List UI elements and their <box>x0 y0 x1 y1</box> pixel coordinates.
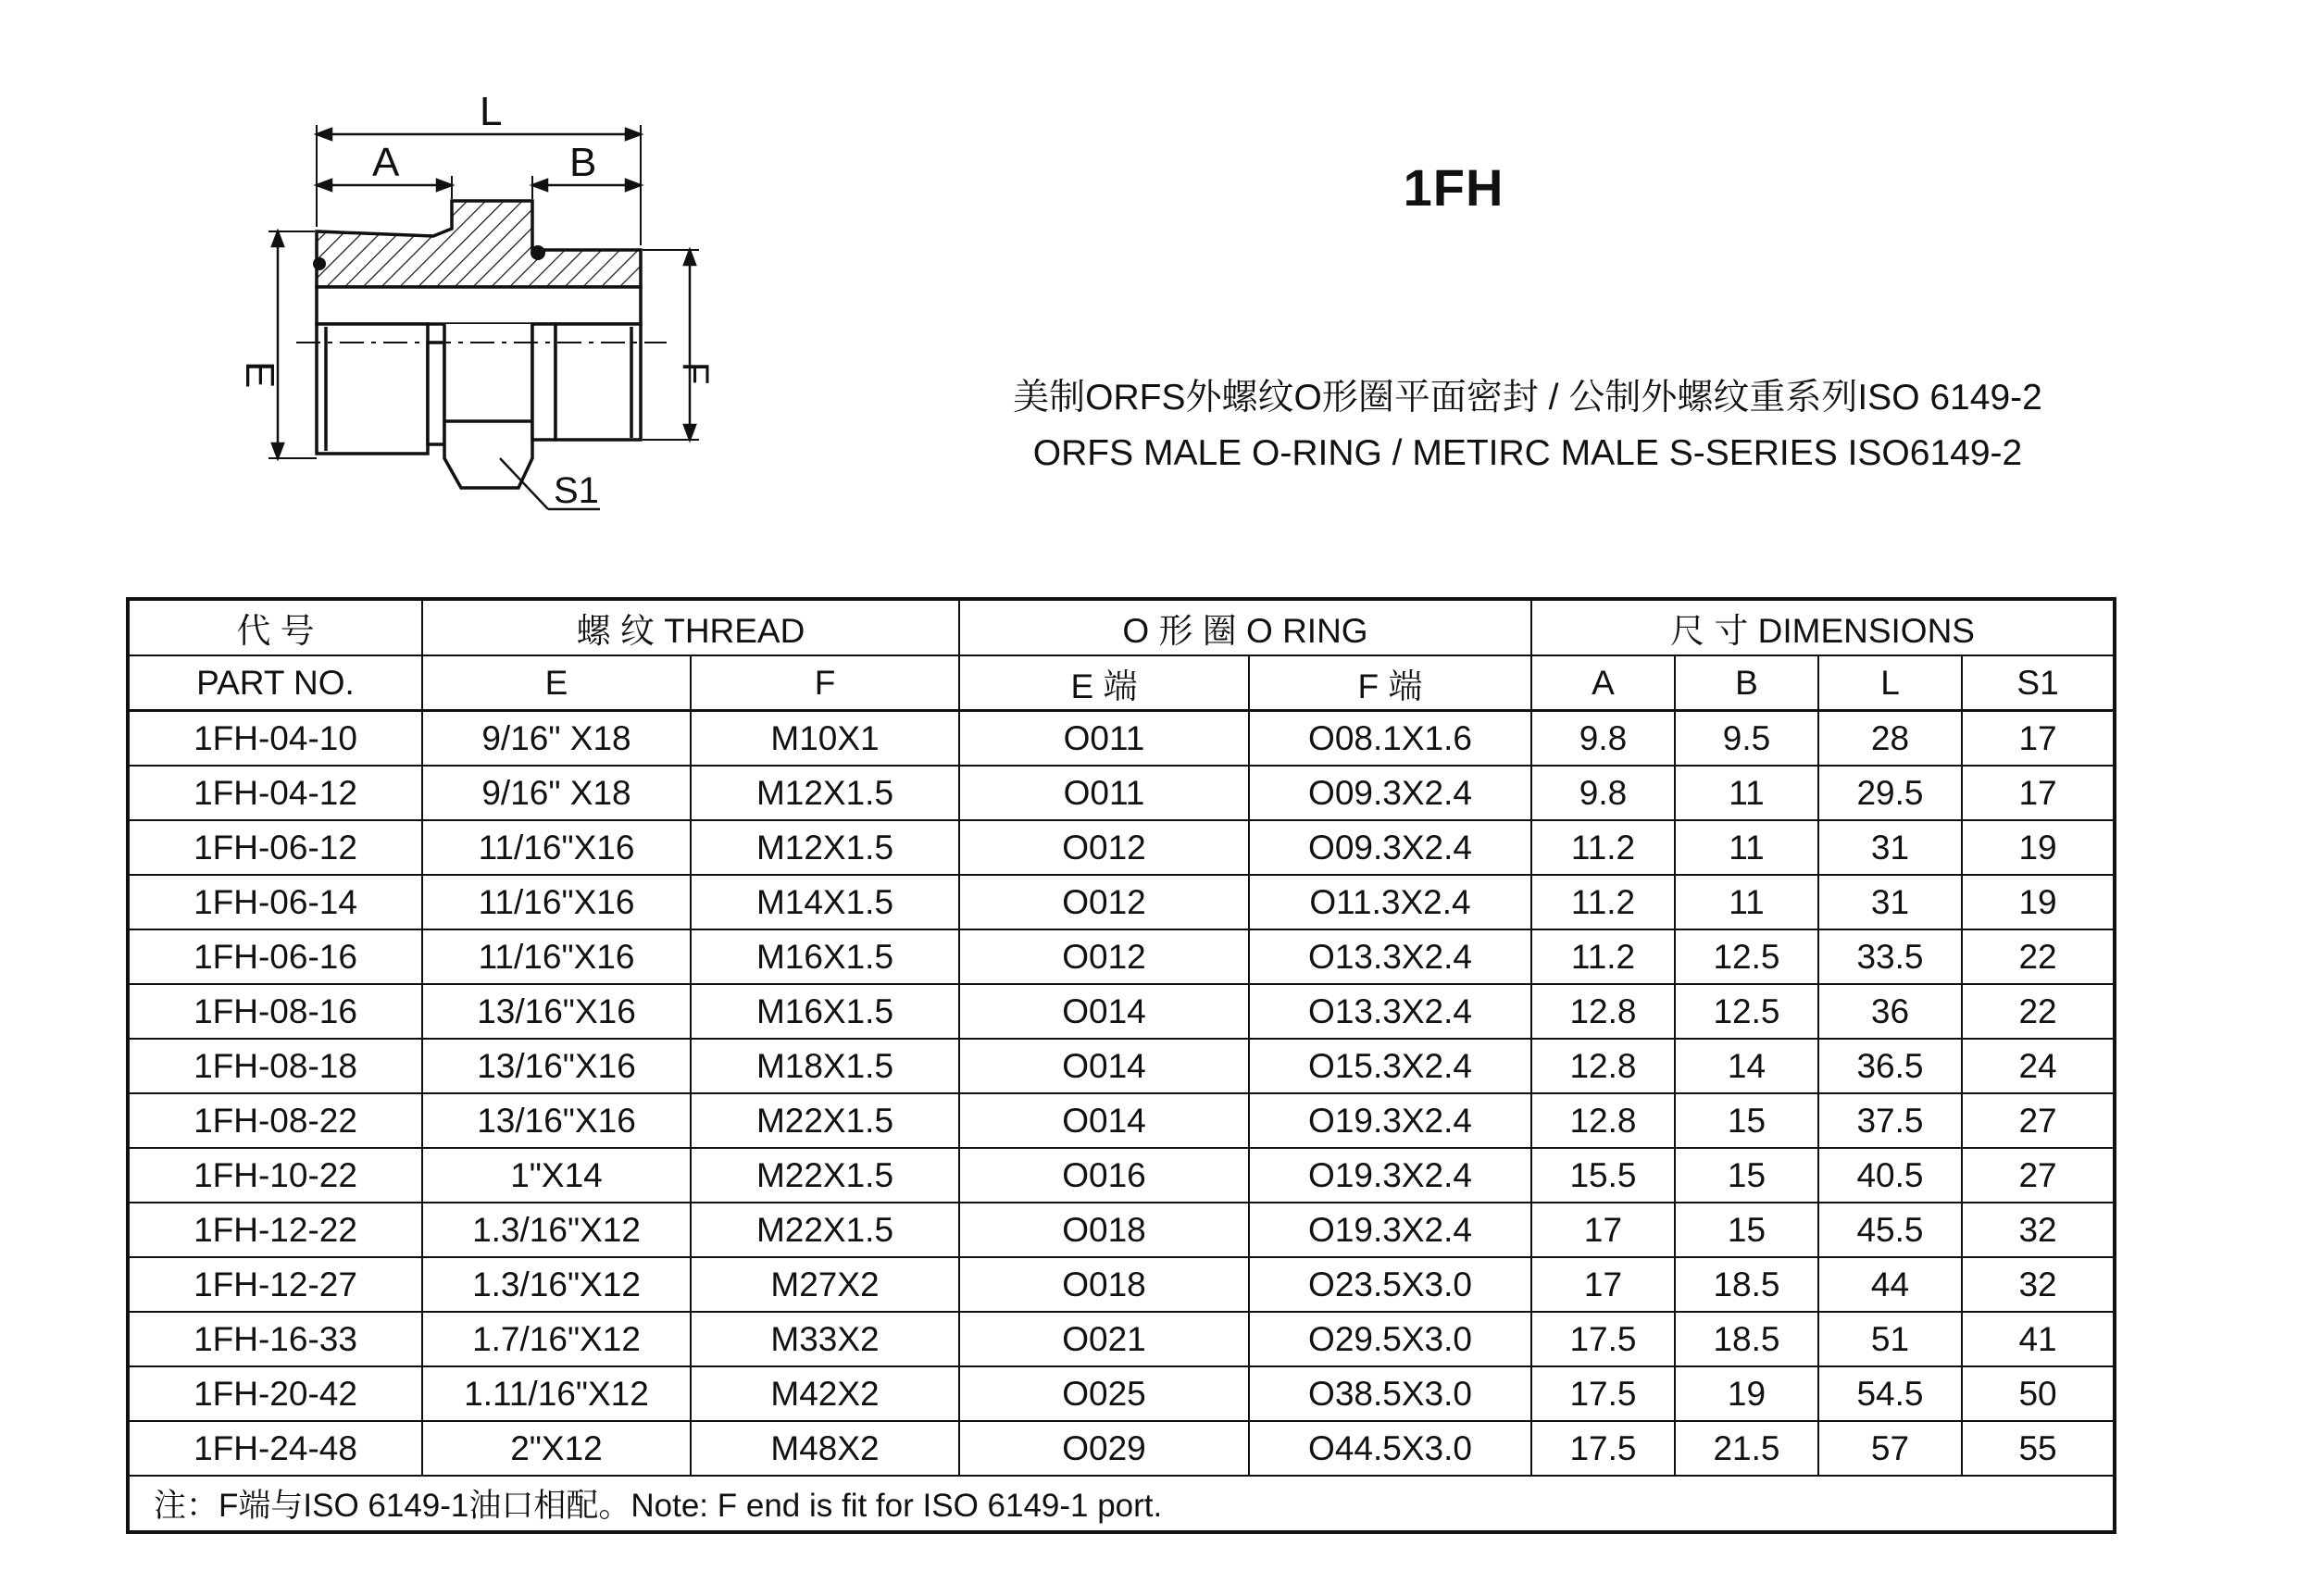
table-cell: O23.5X3.0 <box>1249 1257 1531 1312</box>
table-cell: 1FH-12-27 <box>128 1257 422 1312</box>
table-cell: 22 <box>1962 929 2115 984</box>
header-part-cn: 代 号 <box>128 599 422 655</box>
dim-label-A: A <box>372 140 400 185</box>
table-cell: 2"X12 <box>422 1421 691 1476</box>
table-cell: M27X2 <box>691 1257 959 1312</box>
table-cell: M12X1.5 <box>691 820 959 875</box>
table-cell: 11.2 <box>1531 875 1675 929</box>
table-cell: 17.5 <box>1531 1421 1675 1476</box>
table-cell: M14X1.5 <box>691 875 959 929</box>
table-cell: O09.3X2.4 <box>1249 766 1531 820</box>
table-cell: M48X2 <box>691 1421 959 1476</box>
table-row <box>128 1203 2115 1257</box>
dim-label-S1: S1 <box>554 470 599 511</box>
table-cell: 9.5 <box>1675 711 1818 767</box>
table-header-column-row <box>128 655 2115 711</box>
table-cell: 1FH-20-42 <box>128 1366 422 1421</box>
table-cell: O029 <box>959 1421 1249 1476</box>
header-f-end: F 端 <box>1249 655 1531 711</box>
table-cell: 12.8 <box>1531 1093 1675 1148</box>
dim-label-F: F <box>675 362 716 385</box>
table-cell: 32 <box>1962 1203 2115 1257</box>
table-cell: O09.3X2.4 <box>1249 820 1531 875</box>
dim-label-B: B <box>569 140 597 185</box>
table-row <box>128 1421 2115 1476</box>
table-cell: O19.3X2.4 <box>1249 1093 1531 1148</box>
table-cell: 11 <box>1675 766 1818 820</box>
header-f: F <box>691 655 959 711</box>
table-cell: 1.3/16"X12 <box>422 1203 691 1257</box>
table-cell: 11/16"X16 <box>422 929 691 984</box>
table-cell: O38.5X3.0 <box>1249 1366 1531 1421</box>
table-cell: 28 <box>1818 711 1962 767</box>
table-cell: 1FH-12-22 <box>128 1203 422 1257</box>
table-cell: 45.5 <box>1818 1203 1962 1257</box>
table-cell: M22X1.5 <box>691 1093 959 1148</box>
header-a: A <box>1531 655 1675 711</box>
table-body <box>128 711 2115 1477</box>
table-row <box>128 1093 2115 1148</box>
table-cell: 11.2 <box>1531 820 1675 875</box>
table-cell: 17.5 <box>1531 1312 1675 1366</box>
table-cell: 22 <box>1962 984 2115 1039</box>
table-cell: 27 <box>1962 1093 2115 1148</box>
table-cell: 9/16" X18 <box>422 711 691 767</box>
dim-label-E: E <box>237 361 282 389</box>
fitting-drawing <box>213 88 731 532</box>
table-cell: O29.5X3.0 <box>1249 1312 1531 1366</box>
table-cell: 17 <box>1962 711 2115 767</box>
table-cell: O025 <box>959 1366 1249 1421</box>
table-cell: 29.5 <box>1818 766 1962 820</box>
table-cell: O13.3X2.4 <box>1249 929 1531 984</box>
table-row <box>128 1148 2115 1203</box>
fitting-body <box>317 201 641 488</box>
table-cell: 1FH-06-16 <box>128 929 422 984</box>
table-cell: 40.5 <box>1818 1148 1962 1203</box>
header-b: B <box>1675 655 1818 711</box>
o-ring-right <box>531 245 545 260</box>
table-cell: 12.5 <box>1675 929 1818 984</box>
table-row <box>128 984 2115 1039</box>
table-cell: 1.11/16"X12 <box>422 1366 691 1421</box>
table-row <box>128 820 2115 875</box>
table-cell: 15 <box>1675 1093 1818 1148</box>
table-cell: 17 <box>1531 1257 1675 1312</box>
table-cell: 1FH-04-12 <box>128 766 422 820</box>
table-cell: 27 <box>1962 1148 2115 1203</box>
table-cell: O016 <box>959 1148 1249 1203</box>
header-part-no: PART NO. <box>128 655 422 711</box>
table-cell: 11 <box>1675 820 1818 875</box>
table-cell: 18.5 <box>1675 1257 1818 1312</box>
table-cell: O13.3X2.4 <box>1249 984 1531 1039</box>
table-cell: 37.5 <box>1818 1093 1962 1148</box>
header-oring: O 形 圈 O RING <box>959 599 1531 655</box>
table-cell: 12.8 <box>1531 984 1675 1039</box>
table-cell: 12.8 <box>1531 1039 1675 1093</box>
table-cell: O018 <box>959 1203 1249 1257</box>
table-cell: 13/16"X16 <box>422 984 691 1039</box>
header-s1: S1 <box>1962 655 2115 711</box>
table-cell: 1.7/16"X12 <box>422 1312 691 1366</box>
table-cell: 24 <box>1962 1039 2115 1093</box>
table-cell: M22X1.5 <box>691 1203 959 1257</box>
table-cell: 18.5 <box>1675 1312 1818 1366</box>
table-cell: 1FH-08-16 <box>128 984 422 1039</box>
subtitle-chinese: 美制ORFS外螺纹O形圈平面密封 / 公制外螺纹重系列ISO 6149-2 <box>1013 378 2042 418</box>
table-row <box>128 1366 2115 1421</box>
table-cell: 1FH-16-33 <box>128 1312 422 1366</box>
table-cell: M22X1.5 <box>691 1148 959 1203</box>
table-cell: 1FH-08-22 <box>128 1093 422 1148</box>
table-cell: 15 <box>1675 1203 1818 1257</box>
header-l: L <box>1818 655 1962 711</box>
table-cell: O19.3X2.4 <box>1249 1148 1531 1203</box>
table-cell: 1FH-24-48 <box>128 1421 422 1476</box>
o-ring-left <box>313 257 326 270</box>
table-cell: O012 <box>959 875 1249 929</box>
header-thread: 螺 纹 THREAD <box>422 599 959 655</box>
table-cell: M33X2 <box>691 1312 959 1366</box>
table-cell: 1FH-06-12 <box>128 820 422 875</box>
table-cell: 32 <box>1962 1257 2115 1312</box>
table-cell: O012 <box>959 929 1249 984</box>
table-row <box>128 929 2115 984</box>
table-cell: M16X1.5 <box>691 929 959 984</box>
table-cell: 14 <box>1675 1039 1818 1093</box>
table-cell: 50 <box>1962 1366 2115 1421</box>
table-cell: 57 <box>1818 1421 1962 1476</box>
table-cell: 31 <box>1818 875 1962 929</box>
table-cell: 19 <box>1962 820 2115 875</box>
table-cell: 21.5 <box>1675 1421 1818 1476</box>
product-code-title: 1FH <box>1403 158 1504 217</box>
table-cell: O012 <box>959 820 1249 875</box>
header-e: E <box>422 655 691 711</box>
table-cell: 19 <box>1675 1366 1818 1421</box>
table-cell: 17 <box>1962 766 2115 820</box>
table-cell: 17 <box>1531 1203 1675 1257</box>
table-cell: 54.5 <box>1818 1366 1962 1421</box>
table-cell: 15 <box>1675 1148 1818 1203</box>
header-dimensions: 尺 寸 DIMENSIONS <box>1531 599 2115 655</box>
table-cell: M18X1.5 <box>691 1039 959 1093</box>
table-cell: 12.5 <box>1675 984 1818 1039</box>
table-row <box>128 711 2115 767</box>
table-cell: O11.3X2.4 <box>1249 875 1531 929</box>
table-cell: 13/16"X16 <box>422 1093 691 1148</box>
table-cell: 9.8 <box>1531 711 1675 767</box>
table-cell: O014 <box>959 984 1249 1039</box>
table-cell: 11.2 <box>1531 929 1675 984</box>
table-cell: 55 <box>1962 1421 2115 1476</box>
table-note: 注：F端与ISO 6149-1油口相配。Note: F end is fit for ISO 6149-1 port. <box>128 1476 2115 1532</box>
header-e-end: E 端 <box>959 655 1249 711</box>
table-cell: 15.5 <box>1531 1148 1675 1203</box>
table-cell: 1FH-06-14 <box>128 875 422 929</box>
table-cell: 36 <box>1818 984 1962 1039</box>
table-cell: M12X1.5 <box>691 766 959 820</box>
table-cell: 41 <box>1962 1312 2115 1366</box>
table-cell: O021 <box>959 1312 1249 1366</box>
table-cell: 1.3/16"X12 <box>422 1257 691 1312</box>
table-row <box>128 875 2115 929</box>
table-cell: 1FH-08-18 <box>128 1039 422 1093</box>
table-cell: 9/16" X18 <box>422 766 691 820</box>
table-cell: 1FH-10-22 <box>128 1148 422 1203</box>
table-note-row <box>128 1476 2115 1532</box>
table-cell: 11/16"X16 <box>422 875 691 929</box>
table-cell: 51 <box>1818 1312 1962 1366</box>
table-cell: O15.3X2.4 <box>1249 1039 1531 1093</box>
table-row <box>128 1312 2115 1366</box>
spec-table <box>126 597 2116 1534</box>
table-cell: 11 <box>1675 875 1818 929</box>
table-cell: 31 <box>1818 820 1962 875</box>
table-cell: 1"X14 <box>422 1148 691 1203</box>
table-cell: M10X1 <box>691 711 959 767</box>
table-cell: O44.5X3.0 <box>1249 1421 1531 1476</box>
table-cell: 9.8 <box>1531 766 1675 820</box>
table-cell: 13/16"X16 <box>422 1039 691 1093</box>
table-cell: 33.5 <box>1818 929 1962 984</box>
table-cell: 11/16"X16 <box>422 820 691 875</box>
table-cell: 1FH-04-10 <box>128 711 422 767</box>
table-row <box>128 1257 2115 1312</box>
table-cell: O014 <box>959 1093 1249 1148</box>
table-cell: O011 <box>959 711 1249 767</box>
table-cell: O08.1X1.6 <box>1249 711 1531 767</box>
table-cell: O011 <box>959 766 1249 820</box>
table-header-group-row <box>128 599 2115 655</box>
table-cell: 36.5 <box>1818 1039 1962 1093</box>
table-cell: O018 <box>959 1257 1249 1312</box>
dim-label-L: L <box>480 89 503 134</box>
table-row <box>128 766 2115 820</box>
table-cell: 17.5 <box>1531 1366 1675 1421</box>
table-cell: 19 <box>1962 875 2115 929</box>
table-row <box>128 1039 2115 1093</box>
table-cell: 44 <box>1818 1257 1962 1312</box>
table-cell: M16X1.5 <box>691 984 959 1039</box>
table-cell: O19.3X2.4 <box>1249 1203 1531 1257</box>
table-cell: M42X2 <box>691 1366 959 1421</box>
subtitle-english: ORFS MALE O-RING / METIRC MALE S-SERIES ISO6149-2 <box>1032 433 2023 473</box>
table-cell: O014 <box>959 1039 1249 1093</box>
